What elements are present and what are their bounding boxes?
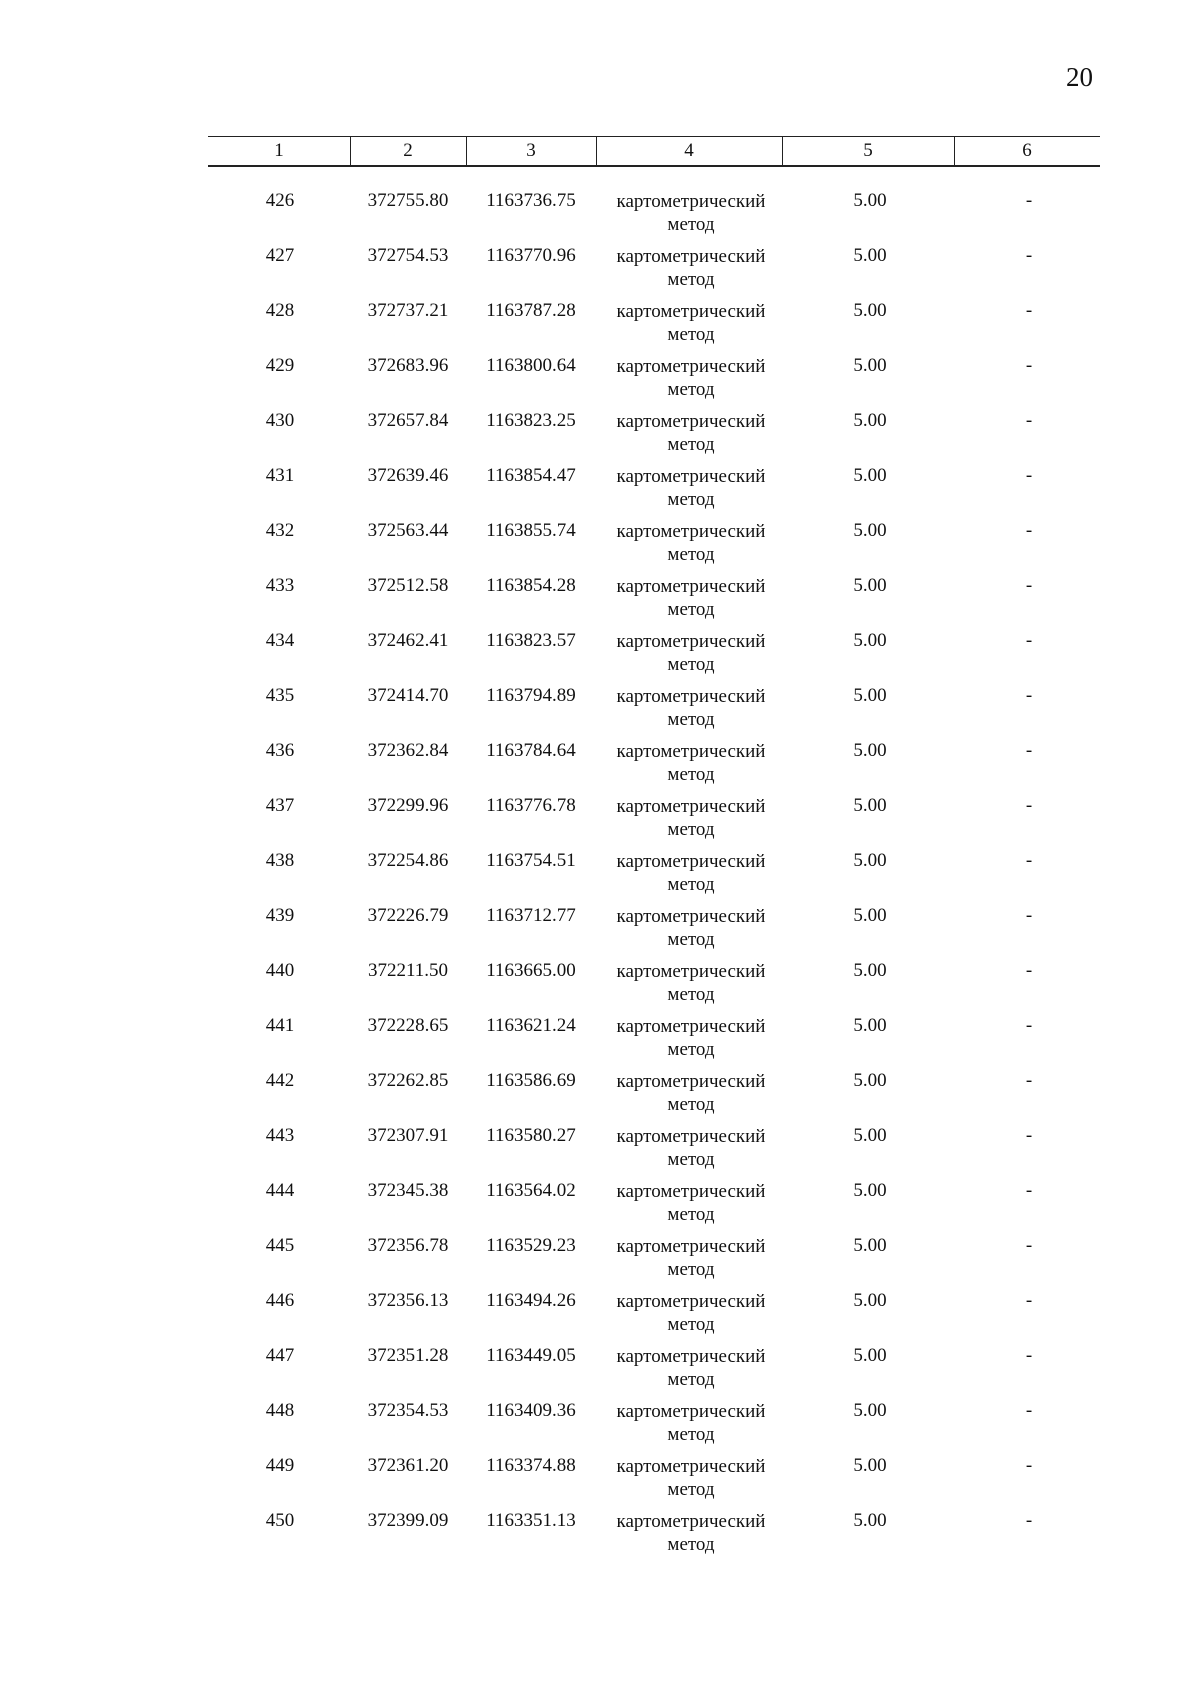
description: - bbox=[1025, 1125, 1033, 1146]
point-number: 431 bbox=[265, 465, 295, 486]
point-number: 435 bbox=[265, 685, 295, 706]
coordinate-x: 372356.13 bbox=[367, 1290, 449, 1311]
coordinate-x: 372755.80 bbox=[367, 190, 449, 211]
coordinate-y: 1163754.51 bbox=[486, 850, 576, 871]
table-row bbox=[0, 1070, 1200, 1125]
method bbox=[596, 685, 786, 731]
method bbox=[596, 410, 786, 456]
method-line-1: картометрический bbox=[616, 1181, 766, 1202]
coordinate-y: 1163794.89 bbox=[486, 685, 576, 706]
description: - bbox=[1025, 245, 1033, 266]
accuracy: 5.00 bbox=[853, 300, 887, 321]
table-row bbox=[0, 1235, 1200, 1290]
method-line-2: метод bbox=[667, 1369, 715, 1390]
method-line-1: картометрический bbox=[616, 521, 766, 542]
point-number: 444 bbox=[265, 1180, 295, 1201]
table-row bbox=[0, 685, 1200, 740]
method-line-1: картометрический bbox=[616, 851, 766, 872]
method-line-1: картометрический bbox=[616, 906, 766, 927]
accuracy: 5.00 bbox=[853, 575, 887, 596]
coordinate-x: 372414.70 bbox=[367, 685, 449, 706]
table-row bbox=[0, 905, 1200, 960]
accuracy: 5.00 bbox=[853, 740, 887, 761]
table-row bbox=[0, 520, 1200, 575]
coordinate-x: 372226.79 bbox=[367, 905, 449, 926]
table-row bbox=[0, 300, 1200, 355]
method-line-1: картометрический bbox=[616, 1071, 766, 1092]
accuracy: 5.00 bbox=[853, 245, 887, 266]
coordinate-y: 1163823.25 bbox=[486, 410, 576, 431]
table-row bbox=[0, 1455, 1200, 1510]
method-line-1: картометрический bbox=[616, 686, 766, 707]
accuracy: 5.00 bbox=[853, 410, 887, 431]
coordinate-y: 1163776.78 bbox=[486, 795, 576, 816]
accuracy: 5.00 bbox=[853, 1015, 887, 1036]
description: - bbox=[1025, 1400, 1033, 1421]
accuracy: 5.00 bbox=[853, 685, 887, 706]
coordinate-y: 1163564.02 bbox=[486, 1180, 576, 1201]
coordinate-x: 372299.96 bbox=[367, 795, 449, 816]
coordinate-x: 372262.85 bbox=[367, 1070, 449, 1091]
method bbox=[596, 520, 786, 566]
coordinate-y: 1163736.75 bbox=[486, 190, 576, 211]
method-line-2: метод bbox=[667, 379, 715, 400]
coordinate-x: 372351.28 bbox=[367, 1345, 449, 1366]
point-number: 437 bbox=[265, 795, 295, 816]
method bbox=[596, 630, 786, 676]
coordinate-x: 372254.86 bbox=[367, 850, 449, 871]
point-number: 428 bbox=[265, 300, 295, 321]
table-row bbox=[0, 1015, 1200, 1070]
point-number: 432 bbox=[265, 520, 295, 541]
method-line-1: картометрический bbox=[616, 1126, 766, 1147]
accuracy: 5.00 bbox=[853, 1290, 887, 1311]
method-line-2: метод bbox=[667, 874, 715, 895]
description: - bbox=[1025, 300, 1033, 321]
method-line-2: метод bbox=[667, 819, 715, 840]
accuracy: 5.00 bbox=[853, 960, 887, 981]
coordinate-y: 1163529.23 bbox=[486, 1235, 576, 1256]
point-number: 427 bbox=[265, 245, 295, 266]
method-line-1: картометрический bbox=[616, 1291, 766, 1312]
method-line-1: картометрический bbox=[616, 631, 766, 652]
table-header bbox=[208, 136, 1100, 167]
method-line-1: картометрический bbox=[616, 246, 766, 267]
method-line-2: метод bbox=[667, 1314, 715, 1335]
description: - bbox=[1025, 520, 1033, 541]
method bbox=[596, 575, 786, 621]
table-row bbox=[0, 1125, 1200, 1180]
coordinate-y: 1163854.47 bbox=[486, 465, 576, 486]
coordinate-y: 1163580.27 bbox=[486, 1125, 576, 1146]
accuracy: 5.00 bbox=[853, 465, 887, 486]
method-line-1: картометрический bbox=[616, 191, 766, 212]
method-line-2: метод bbox=[667, 709, 715, 730]
coordinate-x: 372683.96 bbox=[367, 355, 449, 376]
method-line-1: картометрический bbox=[616, 301, 766, 322]
method-line-2: метод bbox=[667, 1039, 715, 1060]
point-number: 442 bbox=[265, 1070, 295, 1091]
coordinate-x: 372462.41 bbox=[367, 630, 449, 651]
method bbox=[596, 795, 786, 841]
method-line-2: метод bbox=[667, 1094, 715, 1115]
description: - bbox=[1025, 1510, 1033, 1531]
method-line-2: метод bbox=[667, 1534, 715, 1555]
coordinate-x: 372737.21 bbox=[367, 300, 449, 321]
method bbox=[596, 960, 786, 1006]
coordinate-x: 372563.44 bbox=[367, 520, 449, 541]
description: - bbox=[1025, 795, 1033, 816]
coordinate-x: 372354.53 bbox=[367, 1400, 449, 1421]
page-number: 20 bbox=[1066, 62, 1093, 92]
coordinate-x: 372356.78 bbox=[367, 1235, 449, 1256]
table-row bbox=[0, 410, 1200, 465]
coordinate-y: 1163621.24 bbox=[486, 1015, 576, 1036]
coordinate-y: 1163855.74 bbox=[486, 520, 576, 541]
method-line-2: метод bbox=[667, 1424, 715, 1445]
method-line-2: метод bbox=[667, 929, 715, 950]
coordinate-x: 372211.50 bbox=[367, 960, 449, 981]
column-header-5: 5 bbox=[863, 140, 873, 161]
method bbox=[596, 1125, 786, 1171]
coordinate-y: 1163712.77 bbox=[486, 905, 576, 926]
point-number: 434 bbox=[265, 630, 295, 651]
method-line-2: метод bbox=[667, 1149, 715, 1170]
table-row bbox=[0, 575, 1200, 630]
method-line-2: метод bbox=[667, 269, 715, 290]
description: - bbox=[1025, 1455, 1033, 1476]
method-line-2: метод bbox=[667, 1479, 715, 1500]
point-number: 445 bbox=[265, 1235, 295, 1256]
method-line-1: картометрический bbox=[616, 1016, 766, 1037]
description: - bbox=[1025, 1180, 1033, 1201]
method bbox=[596, 1400, 786, 1446]
method bbox=[596, 905, 786, 951]
method-line-1: картометрический bbox=[616, 411, 766, 432]
coordinate-y: 1163586.69 bbox=[486, 1070, 576, 1091]
method-line-1: картометрический bbox=[616, 1456, 766, 1477]
method bbox=[596, 1070, 786, 1116]
description: - bbox=[1025, 685, 1033, 706]
method bbox=[596, 1235, 786, 1281]
coordinate-x: 372361.20 bbox=[367, 1455, 449, 1476]
coordinate-x: 372657.84 bbox=[367, 410, 449, 431]
coordinate-y: 1163449.05 bbox=[486, 1345, 576, 1366]
table-row bbox=[0, 1400, 1200, 1455]
point-number: 438 bbox=[265, 850, 295, 871]
point-number: 429 bbox=[265, 355, 295, 376]
table-body bbox=[0, 190, 1200, 1565]
method bbox=[596, 1455, 786, 1501]
method-line-2: метод bbox=[667, 214, 715, 235]
table-row bbox=[0, 190, 1200, 245]
accuracy: 5.00 bbox=[853, 630, 887, 651]
accuracy: 5.00 bbox=[853, 850, 887, 871]
point-number: 449 bbox=[265, 1455, 295, 1476]
coordinate-y: 1163665.00 bbox=[486, 960, 576, 981]
point-number: 441 bbox=[265, 1015, 295, 1036]
coordinate-x: 372362.84 bbox=[367, 740, 449, 761]
coordinate-y: 1163784.64 bbox=[486, 740, 576, 761]
description: - bbox=[1025, 1290, 1033, 1311]
column-header-1: 1 bbox=[274, 140, 284, 161]
table-row bbox=[0, 1345, 1200, 1400]
point-number: 448 bbox=[265, 1400, 295, 1421]
description: - bbox=[1025, 960, 1033, 981]
coordinate-y: 1163494.26 bbox=[486, 1290, 576, 1311]
method-line-2: метод bbox=[667, 599, 715, 620]
method-line-1: картометрический bbox=[616, 1236, 766, 1257]
coordinate-x: 372307.91 bbox=[367, 1125, 449, 1146]
table-row bbox=[0, 850, 1200, 905]
method-line-1: картометрический bbox=[616, 1346, 766, 1367]
point-number: 430 bbox=[265, 410, 295, 431]
coordinate-x: 372228.65 bbox=[367, 1015, 449, 1036]
point-number: 440 bbox=[265, 960, 295, 981]
description: - bbox=[1025, 575, 1033, 596]
table-row bbox=[0, 630, 1200, 685]
accuracy: 5.00 bbox=[853, 1510, 887, 1531]
table-row bbox=[0, 795, 1200, 850]
description: - bbox=[1025, 465, 1033, 486]
method bbox=[596, 1015, 786, 1061]
accuracy: 5.00 bbox=[853, 1235, 887, 1256]
point-number: 436 bbox=[265, 740, 295, 761]
method-line-2: метод bbox=[667, 1259, 715, 1280]
method-line-1: картометрический bbox=[616, 961, 766, 982]
table-row bbox=[0, 740, 1200, 795]
table-row bbox=[0, 960, 1200, 1015]
accuracy: 5.00 bbox=[853, 795, 887, 816]
method-line-2: метод bbox=[667, 764, 715, 785]
method bbox=[596, 1510, 786, 1556]
accuracy: 5.00 bbox=[853, 1400, 887, 1421]
accuracy: 5.00 bbox=[853, 355, 887, 376]
point-number: 426 bbox=[265, 190, 295, 211]
table-row bbox=[0, 465, 1200, 520]
method-line-2: метод bbox=[667, 544, 715, 565]
description: - bbox=[1025, 355, 1033, 376]
accuracy: 5.00 bbox=[853, 905, 887, 926]
method-line-1: картометрический bbox=[616, 466, 766, 487]
column-header-3: 3 bbox=[526, 140, 536, 161]
table-row bbox=[0, 1180, 1200, 1235]
point-number: 450 bbox=[265, 1510, 295, 1531]
method bbox=[596, 465, 786, 511]
column-header-2: 2 bbox=[403, 140, 413, 161]
method bbox=[596, 300, 786, 346]
table-row bbox=[0, 1510, 1200, 1565]
point-number: 446 bbox=[265, 1290, 295, 1311]
method bbox=[596, 850, 786, 896]
method-line-2: метод bbox=[667, 489, 715, 510]
method-line-1: картометрический bbox=[616, 1511, 766, 1532]
description: - bbox=[1025, 1235, 1033, 1256]
method-line-2: метод bbox=[667, 654, 715, 675]
table-row bbox=[0, 1290, 1200, 1345]
column-header-6: 6 bbox=[1022, 140, 1032, 161]
method-line-2: метод bbox=[667, 434, 715, 455]
column-header-4: 4 bbox=[684, 140, 694, 161]
coordinate-y: 1163800.64 bbox=[486, 355, 576, 376]
coordinate-y: 1163787.28 bbox=[486, 300, 576, 321]
method bbox=[596, 1290, 786, 1336]
description: - bbox=[1025, 905, 1033, 926]
method bbox=[596, 190, 786, 236]
point-number: 439 bbox=[265, 905, 295, 926]
method-line-1: картометрический bbox=[616, 576, 766, 597]
method bbox=[596, 1345, 786, 1391]
description: - bbox=[1025, 740, 1033, 761]
table-row bbox=[0, 245, 1200, 300]
description: - bbox=[1025, 630, 1033, 651]
description: - bbox=[1025, 190, 1033, 211]
table-row bbox=[0, 355, 1200, 410]
accuracy: 5.00 bbox=[853, 1070, 887, 1091]
point-number: 447 bbox=[265, 1345, 295, 1366]
coordinate-y: 1163374.88 bbox=[486, 1455, 576, 1476]
accuracy: 5.00 bbox=[853, 1180, 887, 1201]
coordinate-x: 372345.38 bbox=[367, 1180, 449, 1201]
accuracy: 5.00 bbox=[853, 1345, 887, 1366]
description: - bbox=[1025, 1070, 1033, 1091]
method bbox=[596, 355, 786, 401]
description: - bbox=[1025, 410, 1033, 431]
description: - bbox=[1025, 850, 1033, 871]
method-line-1: картометрический bbox=[616, 741, 766, 762]
method bbox=[596, 245, 786, 291]
method bbox=[596, 740, 786, 786]
point-number: 443 bbox=[265, 1125, 295, 1146]
description: - bbox=[1025, 1345, 1033, 1366]
coordinate-x: 372754.53 bbox=[367, 245, 449, 266]
method bbox=[596, 1180, 786, 1226]
method-line-2: метод bbox=[667, 1204, 715, 1225]
coordinate-y: 1163770.96 bbox=[486, 245, 576, 266]
method-line-1: картометрический bbox=[616, 356, 766, 377]
coordinate-x: 372399.09 bbox=[367, 1510, 449, 1531]
coordinate-x: 372512.58 bbox=[367, 575, 449, 596]
coordinate-x: 372639.46 bbox=[367, 465, 449, 486]
accuracy: 5.00 bbox=[853, 1125, 887, 1146]
point-number: 433 bbox=[265, 575, 295, 596]
coordinate-y: 1163409.36 bbox=[486, 1400, 576, 1421]
accuracy: 5.00 bbox=[853, 520, 887, 541]
method-line-1: картометрический bbox=[616, 796, 766, 817]
method-line-2: метод bbox=[667, 324, 715, 345]
coordinate-y: 1163351.13 bbox=[486, 1510, 576, 1531]
coordinate-y: 1163854.28 bbox=[486, 575, 576, 596]
accuracy: 5.00 bbox=[853, 1455, 887, 1476]
accuracy: 5.00 bbox=[853, 190, 887, 211]
method-line-1: картометрический bbox=[616, 1401, 766, 1422]
coordinate-y: 1163823.57 bbox=[486, 630, 576, 651]
description: - bbox=[1025, 1015, 1033, 1036]
method-line-2: метод bbox=[667, 984, 715, 1005]
